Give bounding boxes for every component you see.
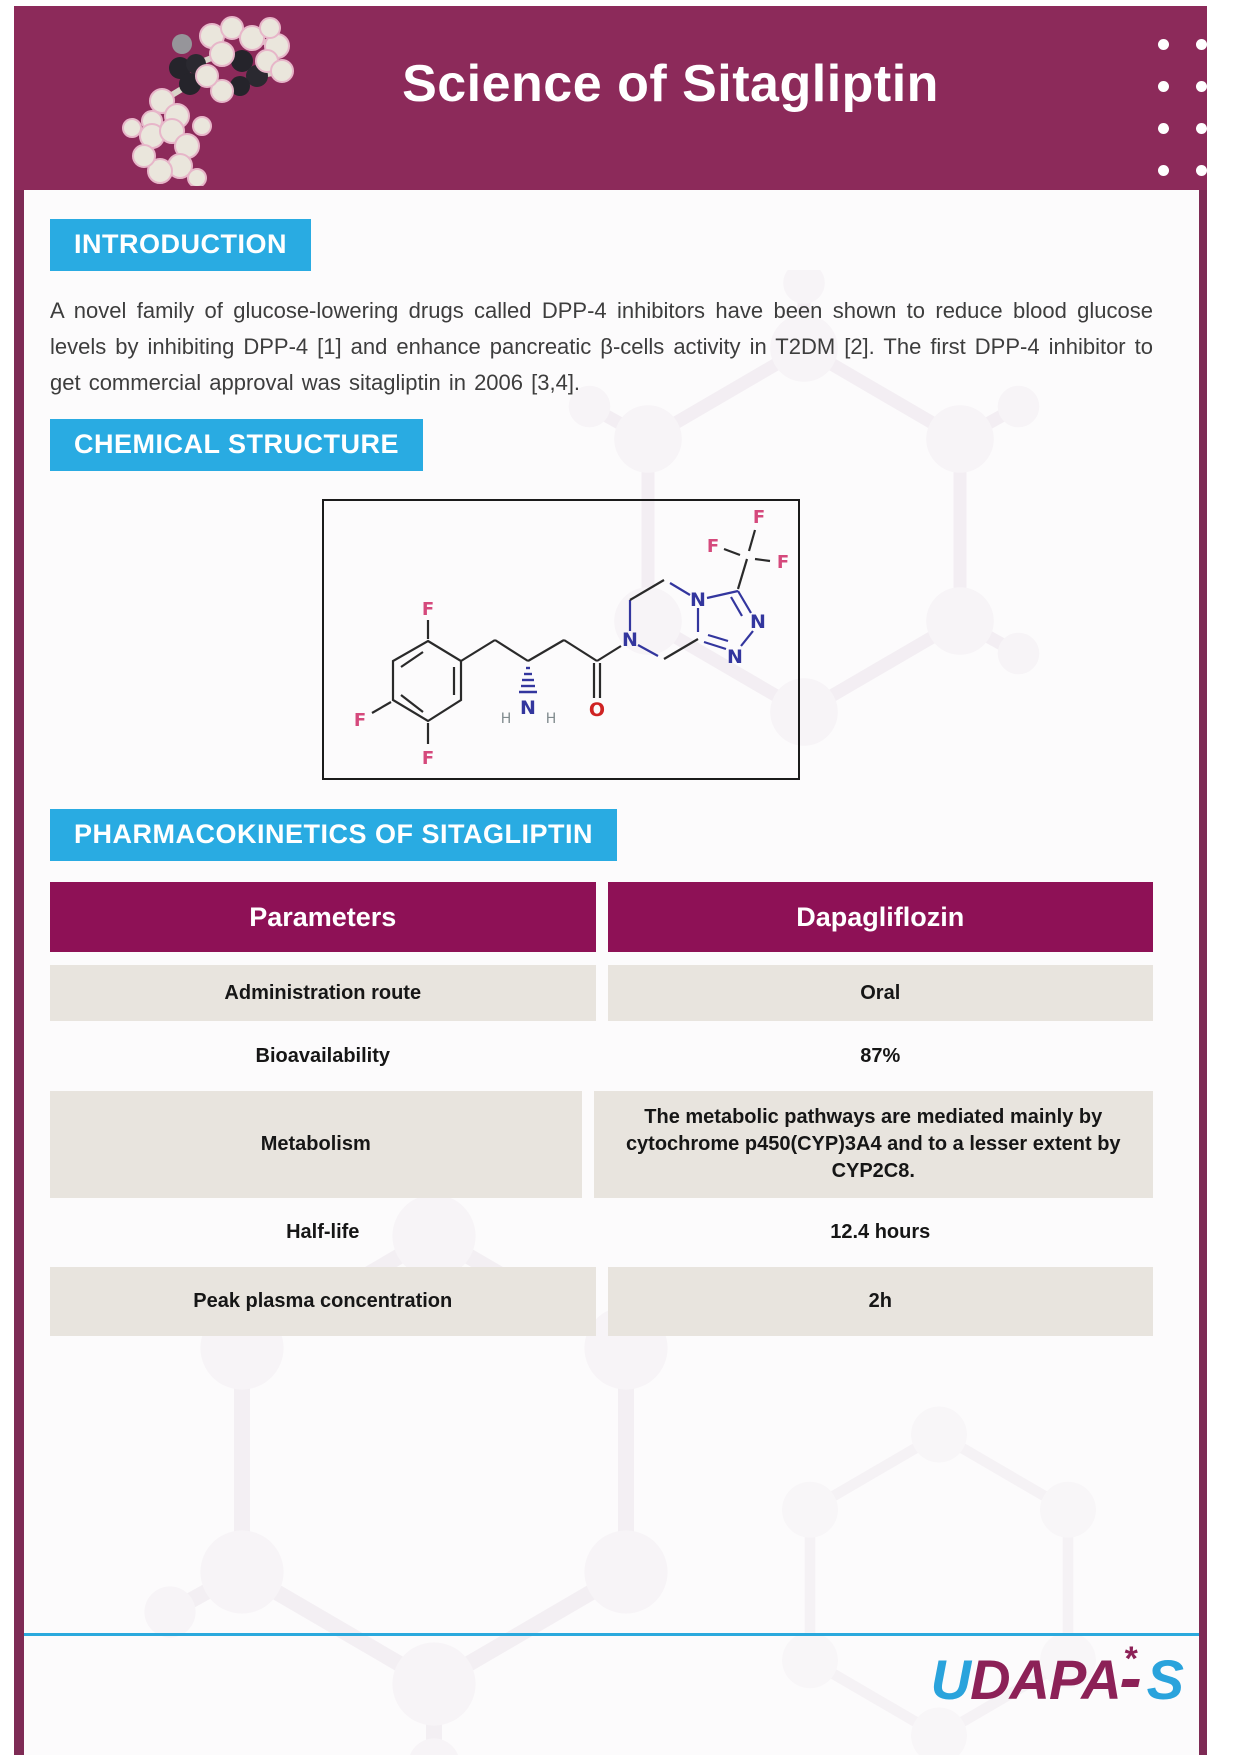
dot-icon xyxy=(1158,39,1169,50)
logo-word-dapa: DAPA xyxy=(970,1648,1121,1711)
dot-icon xyxy=(1196,81,1207,92)
logo-letter-s: S xyxy=(1146,1648,1183,1711)
table-row xyxy=(50,1021,1153,1091)
chemical-structure-heading: CHEMICAL STRUCTURE xyxy=(50,419,423,471)
top-header xyxy=(14,6,1207,190)
parameter-cell: Metabolism xyxy=(50,1091,582,1198)
table-row xyxy=(50,1091,1153,1198)
dot-icon xyxy=(1158,123,1169,134)
nitrogen-atom-label: N xyxy=(750,611,766,633)
value-cell: 87% xyxy=(860,1044,901,1067)
parameter-cell: Bioavailability xyxy=(255,1044,390,1067)
column-header-drug: Dapagliflozin xyxy=(608,882,1154,952)
table-header-row xyxy=(50,882,1153,952)
sitagliptin-structure-diagram xyxy=(322,499,800,780)
value-cell: Oral xyxy=(608,965,1154,1021)
section-pharmacokinetics xyxy=(50,809,1153,1336)
brand-logo xyxy=(930,1640,1183,1711)
value-cell: 2h xyxy=(608,1267,1154,1336)
dot-icon xyxy=(1196,123,1207,134)
dot-icon xyxy=(1158,81,1169,92)
parameter-cell: Peak plasma concentration xyxy=(50,1267,596,1336)
section-chemical-structure xyxy=(50,419,1153,780)
content-frame xyxy=(14,190,1207,1755)
fluorine-atom-label: F xyxy=(706,536,720,557)
section-introduction xyxy=(50,219,1153,401)
logo-star-hyphen xyxy=(1121,1640,1147,1708)
column-header-parameters: Parameters xyxy=(50,882,596,952)
dot-icon xyxy=(1196,165,1207,176)
footer-divider-line xyxy=(24,1633,1199,1636)
value-cell: 12.4 hours xyxy=(830,1221,931,1243)
structure-figure xyxy=(322,499,800,780)
pharmacokinetics-table xyxy=(50,882,1153,1336)
dot-icon xyxy=(1196,39,1207,50)
nitrogen-atom-label: N xyxy=(690,589,706,611)
main-content xyxy=(24,190,1199,1336)
page-title: Science of Sitagliptin xyxy=(402,55,939,113)
nitrogen-atom-label: N xyxy=(520,697,536,719)
logo-hyphen xyxy=(1121,1679,1140,1687)
oxygen-atom-label: O xyxy=(588,699,606,721)
parameter-cell: Administration route xyxy=(50,965,596,1021)
logo-letter-u: U xyxy=(930,1648,971,1711)
introduction-heading: INTRODUCTION xyxy=(50,219,311,271)
hydrogen-atom-label: H xyxy=(500,711,512,727)
nitrogen-atom-label: N xyxy=(727,646,743,668)
fluorine-atom-label: F xyxy=(421,748,435,769)
fluorine-atom-label: F xyxy=(752,507,766,528)
pharmacokinetics-heading: PHARMACOKINETICS OF SITAGLIPTIN xyxy=(50,809,617,861)
parameter-cell: Half-life xyxy=(286,1221,360,1243)
value-cell: The metabolic pathways are mediated mainly by cytochrome p450(CYP)3A4 and to a lesser extent by CYP2C8. xyxy=(594,1091,1154,1198)
introduction-paragraph: A novel family of glucose-lowering drugs called DPP-4 inhibitors have been shown to reduce blood glucose levels by inhibiting DPP-4 [1] and enhance pancreatic β-cells activity in T2DM [2]. The first DPP-4 inhibitor to get commercial approval was sitagliptin in 2006 [3,4]. xyxy=(50,298,1153,395)
dots-decoration xyxy=(1158,39,1207,176)
fluorine-atom-label: F xyxy=(421,599,435,620)
table-row xyxy=(50,965,1153,1021)
fluorine-atom-label: F xyxy=(353,710,367,731)
table-row xyxy=(50,1198,1153,1267)
logo-asterisk: * xyxy=(1124,1640,1137,1678)
nitrogen-atom-label: N xyxy=(622,629,638,651)
hydrogen-atom-label: H xyxy=(545,711,557,727)
fluorine-atom-label: F xyxy=(776,552,790,573)
table-row xyxy=(50,1267,1153,1336)
dot-icon xyxy=(1158,165,1169,176)
